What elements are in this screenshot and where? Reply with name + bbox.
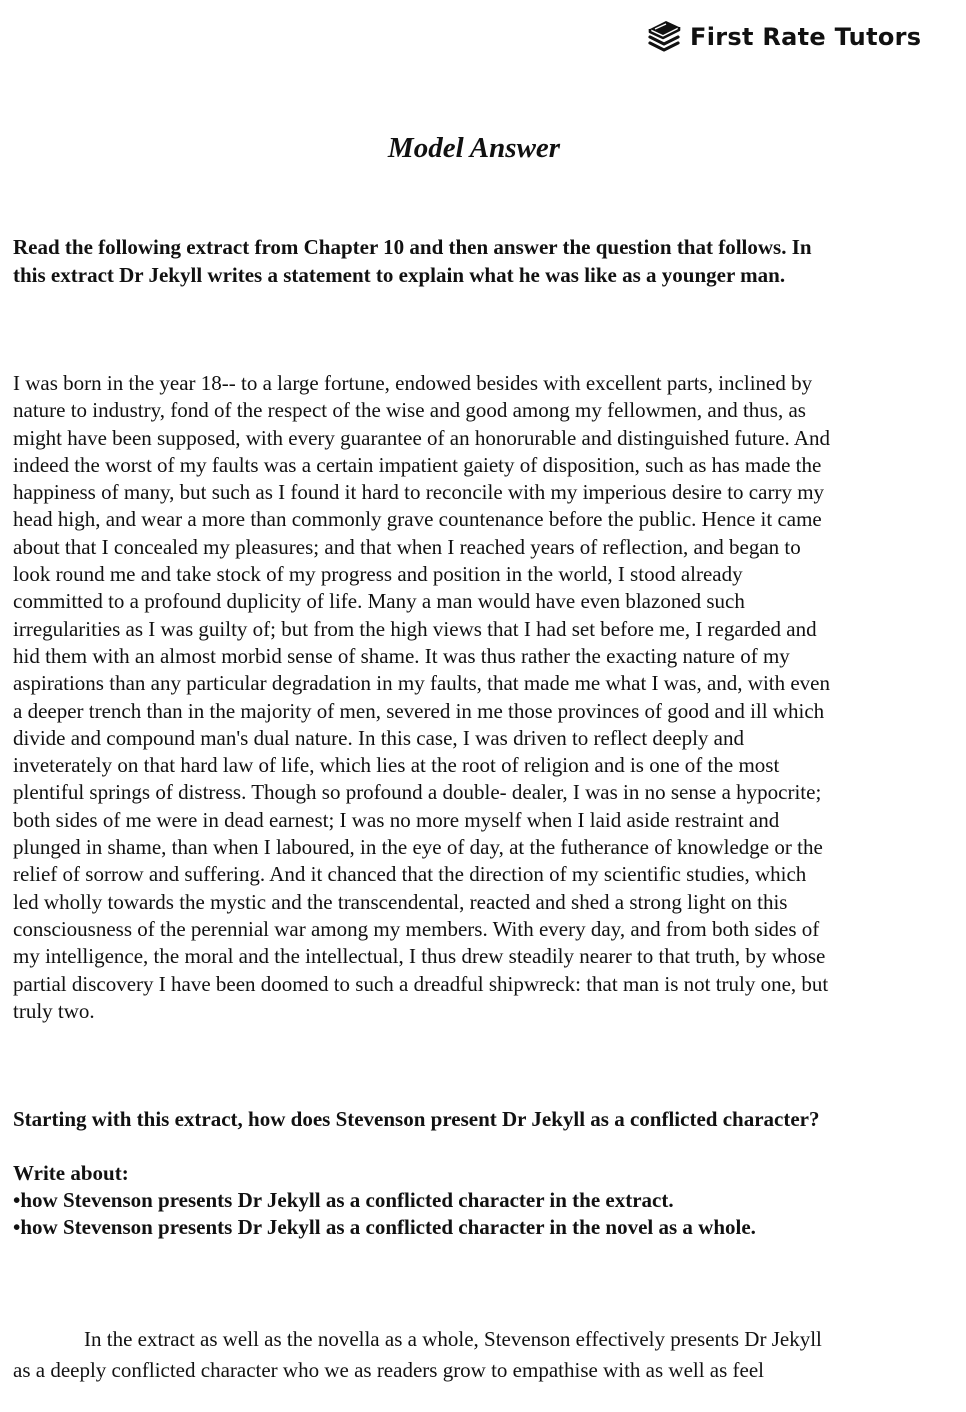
extract-line: my intelligence, the moral and the intellectual, I thus drew steadily nearer to that truth, by whose bbox=[13, 944, 826, 969]
brand-logo bbox=[646, 16, 921, 58]
extract-line: inveterately on that hard law of life, which lies at the root of religion and is one of the most bbox=[13, 753, 780, 778]
instructions bbox=[13, 233, 943, 289]
extract-line: truly two. bbox=[13, 998, 95, 1023]
extract-line: about that I concealed my pleasures; and that when I reached years of reflection, and began to bbox=[13, 534, 801, 559]
extract-line: led wholly towards the mystic and the transcendental, reacted and shed a strong light on this bbox=[13, 889, 788, 914]
extract-line: hid them with an almost morbid sense of shame. It was thus rather the exacting nature of my bbox=[13, 643, 790, 668]
book-stack-icon bbox=[646, 17, 682, 57]
instructions-line: this extract Dr Jekyll writes a statement to explain what he was like as a younger man. bbox=[13, 263, 786, 287]
extract-line: happiness of many, but such as I found it hard to reconcile with my imperious desire to carry my bbox=[13, 480, 825, 505]
write-about-bullet: •how Stevenson presents Dr Jekyll as a conflicted character in the extract. bbox=[13, 1188, 674, 1212]
extract-line: head high, and wear a more than commonly grave countenance before the public. Hence it came bbox=[13, 507, 822, 532]
extract-line: aspirations than any particular degradation in my faults, that made me what I was, and, with even bbox=[13, 671, 831, 696]
extract-line: both sides of me were in dead earnest; I was no more myself when I laid aside restraint and bbox=[13, 807, 780, 832]
answer-line: as a deeply conflicted character who we as readers grow to empathise with as well as feel bbox=[13, 1358, 765, 1382]
extract-passage bbox=[13, 370, 953, 1025]
extract-line: nature to industry, fond of the respect of the wise and good among my fellowmen, and thus, as bbox=[13, 398, 806, 423]
extract-line: plunged in shame, than when I laboured, in the eye of day, at the futherance of knowledge or the bbox=[13, 835, 823, 860]
instructions-line: Read the following extract from Chapter 10 and then answer the question that follows. In bbox=[13, 235, 812, 259]
extract-line: divide and compound man's dual nature. In this case, I was driven to reflect deeply and bbox=[13, 725, 744, 750]
extract-line: committed to a profound duplicity of life. Many a man would have even blazoned such bbox=[13, 589, 745, 614]
write-about-list bbox=[13, 1160, 953, 1241]
write-about-bullet: •how Stevenson presents Dr Jekyll as a conflicted character in the novel as a whole. bbox=[13, 1215, 756, 1239]
answer-line: In the extract as well as the novella as a whole, Stevenson effectively presents Dr Jekyll bbox=[84, 1327, 822, 1351]
extract-line: I was born in the year 18-- to a large fortune, endowed besides with excellent parts, inclined by bbox=[13, 371, 813, 395]
model-answer bbox=[13, 1324, 953, 1386]
extract-line: irregularities as I was guilty of; but from the high views that I had set before me, I regarded and bbox=[13, 616, 817, 641]
extract-line: partial discovery I have been doomed to such a dreadful shipwreck: that man is not truly one, but bbox=[13, 971, 829, 996]
extract-line: relief of sorrow and suffering. And it chanced that the direction of my scientific studies, which bbox=[13, 862, 807, 887]
extract-line: look round me and take stock of my progress and position in the world, I stood already bbox=[13, 562, 743, 587]
extract-line: plentiful springs of distress. Though so profound a double- dealer, I was in no sense a hypocrite; bbox=[13, 780, 822, 805]
extract-line: might have been supposed, with every guarantee of an honorurable and distinguished future. And bbox=[13, 425, 831, 450]
write-about-heading: Write about: bbox=[13, 1161, 129, 1185]
exam-question: Starting with this extract, how does Stevenson present Dr Jekyll as a conflicted character? bbox=[13, 1107, 820, 1131]
extract-line: indeed the worst of my faults was a certain impatient gaiety of disposition, such as has made the bbox=[13, 452, 822, 477]
extract-line: consciousness of the perennial war among my members. With every day, and from both sides of bbox=[13, 916, 820, 941]
brand-name: First Rate Tutors bbox=[690, 23, 922, 51]
page-title: Model Answer bbox=[387, 132, 561, 164]
extract-line: a deeper trench than in the majority of men, severed in me those provinces of good and ill which bbox=[13, 698, 825, 723]
